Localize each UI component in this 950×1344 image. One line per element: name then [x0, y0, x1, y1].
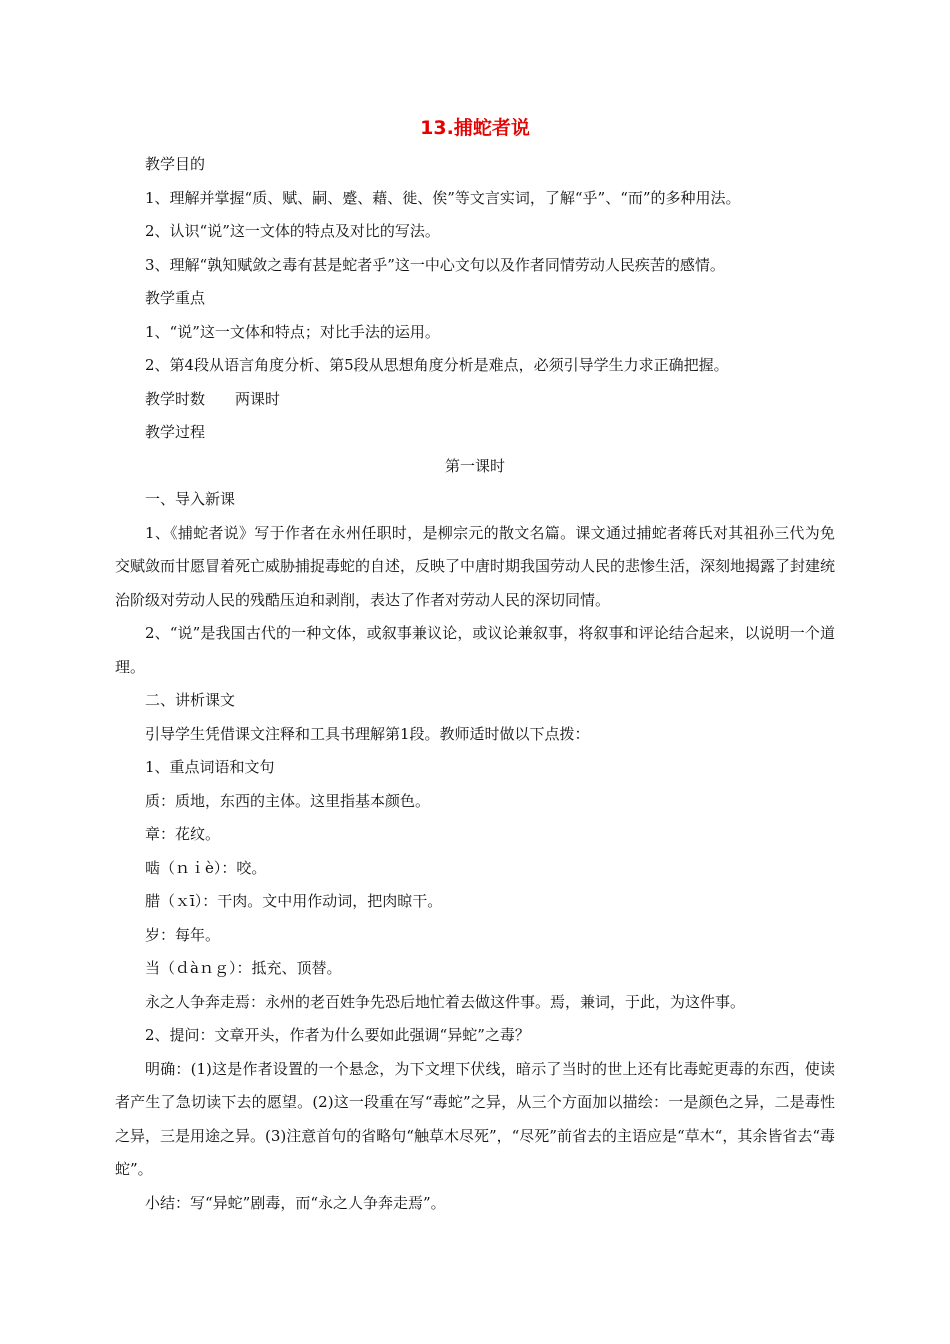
- paragraph: 教学目的: [145, 155, 206, 173]
- paragraph: 章：花纹。: [145, 825, 221, 843]
- paragraph: 2、提问：文章开头，作者为什么要如此强调“异蛇”之毒？: [145, 1026, 530, 1044]
- paragraph: 二、讲析课文: [145, 691, 236, 709]
- paragraph: 质：质地，东西的主体。这里指基本颜色。: [145, 791, 431, 810]
- paragraph: 当（ｄàｎｇ）：抵充、顶替。: [145, 959, 342, 977]
- paragraph: 啮（ｎｉè）：咬。: [145, 858, 267, 877]
- paragraph: 永之人争奔走焉：永州的老百姓争先恐后地忙着去做这件事。焉，兼词，于此，为这件事。: [145, 992, 746, 1011]
- paragraph: 岁：每年。: [145, 925, 221, 944]
- page-title: 13.捕蛇者说: [420, 117, 530, 139]
- paragraph: 2、第4段从语言角度分析、第5段从思想角度分析是难点，必须引导学生力求正确把握。: [145, 356, 729, 374]
- paragraph: 教学重点: [145, 289, 206, 307]
- paragraph: 2、“说”是我国古代的一种文体，或叙事兼议论，或议论兼叙事，将叙事和评论结合起来，以说明一个道理。: [115, 624, 835, 676]
- paragraph: 一、导入新课: [145, 490, 236, 508]
- paragraph: 小结：写“异蛇”剧毒，而“永之人争奔走焉”。: [145, 1193, 446, 1212]
- paragraph: 明确：(1)这是作者设置的一个悬念，为下文埋下伏线，暗示了当时的世上还有比毒蛇更毒的东西，使读者产生了急切读下去的愿望。(2)这一段重在写“毒蛇”之异，从三个方面加以描绘：一是颜色之异，二是毒性之异，三是用途之异。(3)注意首句的省略句“触草木尽死”，“尽死”前省去的主语应是“草木“，其余皆省去“毒蛇”。: [115, 1059, 835, 1178]
- paragraph: 1、“说”这一文体和特点；对比手法的运用。: [145, 322, 440, 341]
- paragraph: 1、重点词语和文句: [145, 758, 275, 776]
- document-body: [115, 148, 835, 1220]
- paragraph: 教学过程: [145, 423, 206, 441]
- paragraph: 教学时数 两课时: [145, 389, 281, 408]
- paragraph: 1、理解并掌握“质、赋、嗣、蹙、藉、徙、俟”等文言实词，了解“乎”、“而”的多种用法。: [145, 188, 741, 207]
- paragraph: 2、认识“说”这一文体的特点及对比的写法。: [145, 222, 440, 240]
- paragraph: 1、《捕蛇者说》写于作者在永州任职时，是柳宗元的散文名篇。课文通过捕蛇者蒋氏对其祖孙三代为免交赋敛而甘愿冒着死亡威胁捕捉毒蛇的自述，反映了中唐时期我国劳动人民的悲惨生活，深刻地揭露了封建统治阶级对劳动人民的残酷压迫和剥削，表达了作者对劳动人民的深切同情。: [115, 523, 836, 609]
- section-heading: 第一课时: [444, 456, 505, 475]
- paragraph: 腊（ｘī）：干肉。文中用作动词，把肉晾干。: [145, 892, 443, 910]
- paragraph: 3、理解“孰知赋敛之毒有甚是蛇者乎”这一中心文句以及作者同情劳动人民疾苦的感情。: [145, 255, 725, 274]
- paragraph: 引导学生凭借课文注释和工具书理解第1段。教师适时做以下点拨：: [145, 724, 590, 743]
